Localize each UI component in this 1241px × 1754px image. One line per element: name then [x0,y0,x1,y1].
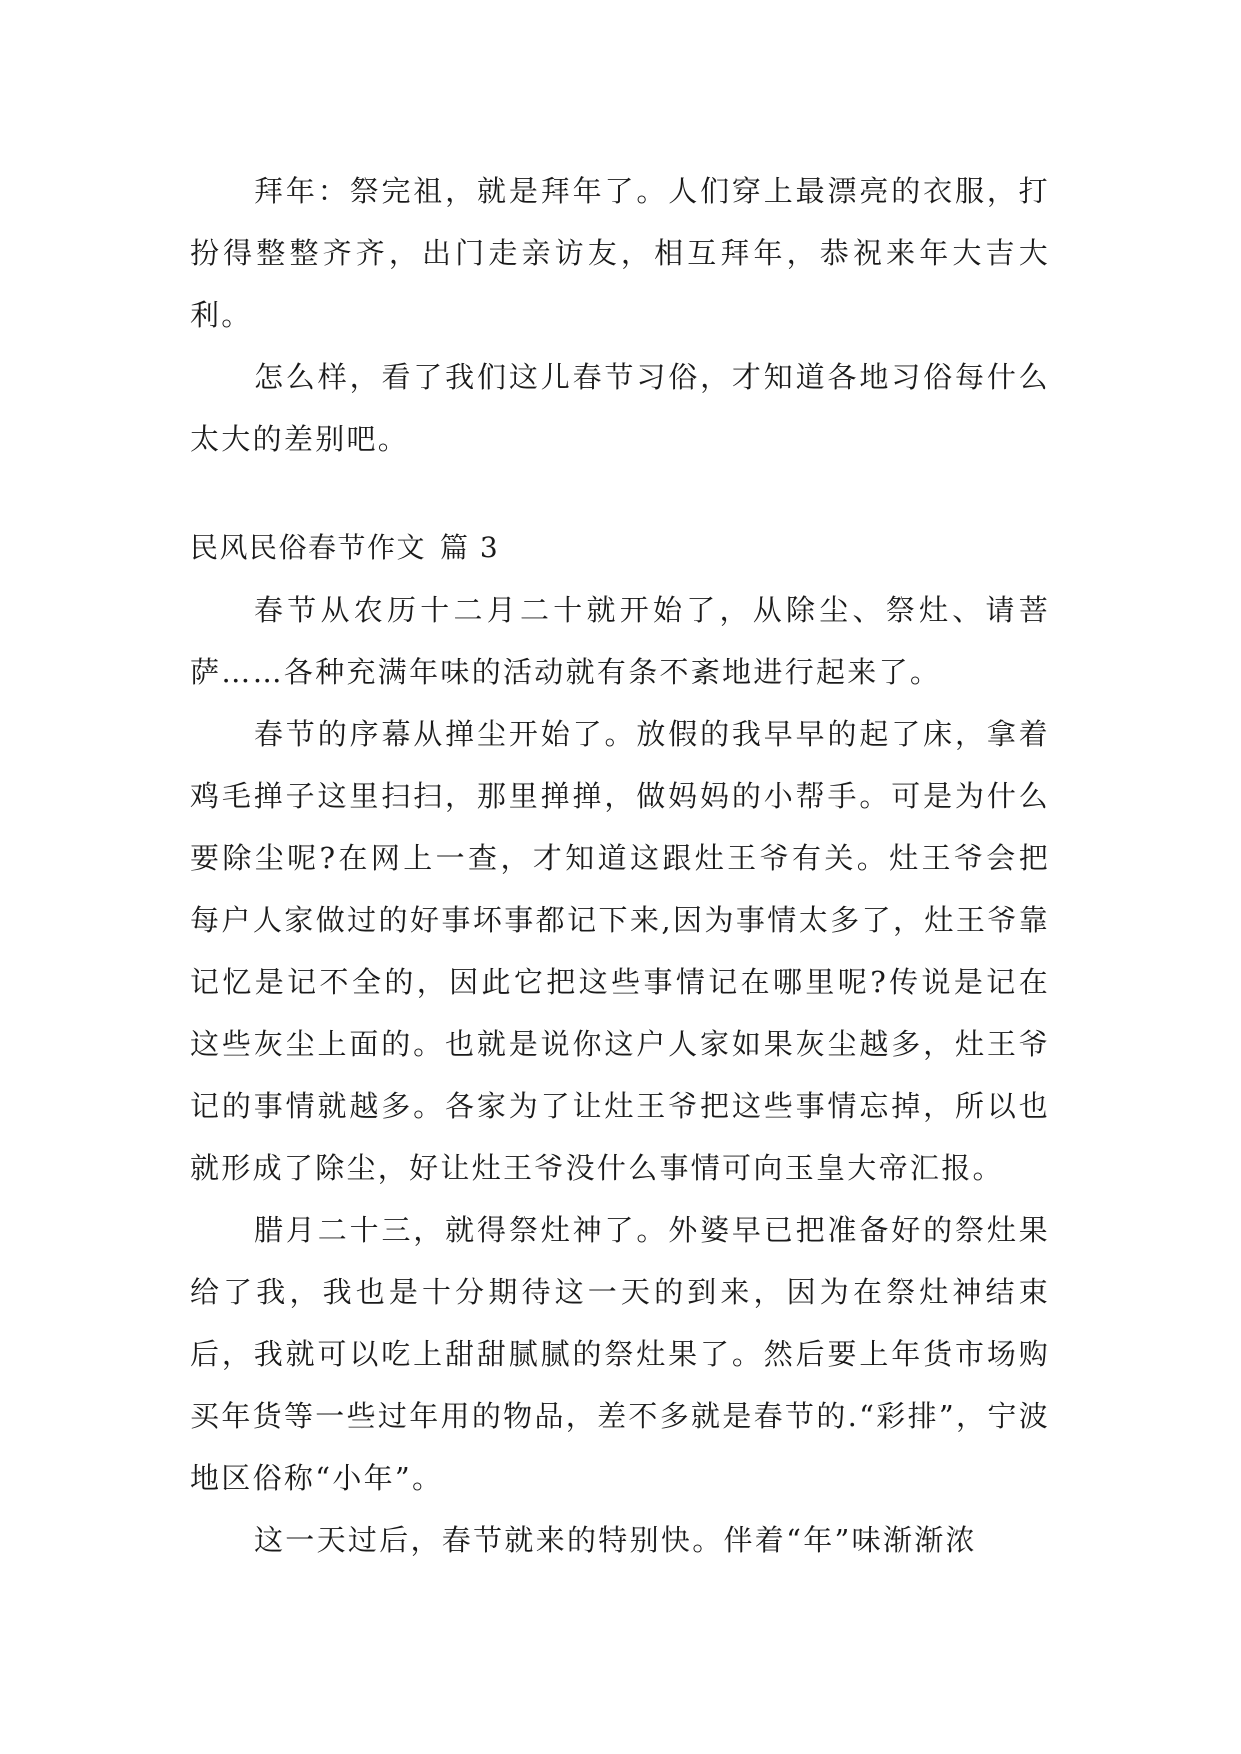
section-heading-title: 民风民俗春节作文 [190,531,427,564]
paragraph-customs-comparison: 怎么样，看了我们这儿春节习俗，才知道各地习俗每什么太大的差别吧。 [190,360,1050,456]
section-heading [190,517,1050,579]
document-body [190,160,1050,1571]
paragraph-new-year-visits: 拜年：祭完祖，就是拜年了。人们穿上最漂亮的衣服，打扮得整整齐齐，出门走亲访友，相互拜年，恭祝来年大吉大利。 [190,174,1050,332]
paragraph-kitchen-god-offering: 腊月二十三，就得祭灶神了。外婆早已把准备好的祭灶果给了我，我也是十分期待这一天的到来，因为在祭灶神结束后，我就可以吃上甜甜腻腻的祭灶果了。然后要上年货市场购买年货等一些过年用的物品，差不多就是春节的.“彩排”，宁波地区俗称“小年”。 [190,1213,1050,1495]
paragraph-spring-festival-start: 春节从农历十二月二十就开始了，从除尘、祭灶、请菩萨……各种充满年味的活动就有条不紊地进行起来了。 [190,593,1050,689]
paragraph-dust-cleaning: 春节的序幕从掸尘开始了。放假的我早早的起了床，拿着鸡毛掸子这里扫扫，那里掸掸，做妈妈的小帮手。可是为什么要除尘呢?在网上一查，才知道这跟灶王爷有关。灶王爷会把每户人家做过的好事坏事都记下来,因为事情太多了，灶王爷靠记忆是记不全的，因此它把这些事情记在哪里呢?传说是记在这些灰尘上面的。也就是说你这户人家如果灰尘越多，灶王爷记的事情就越多。各家为了让灶王爷把这些事情忘掉，所以也就形成了除尘，好让灶王爷没什么事情可向玉皇大帝汇报。 [190,717,1050,1185]
paragraph-festival-approach: 这一天过后，春节就来的特别快。伴着“年”味渐渐浓 [254,1523,977,1557]
section-heading-label: 篇 3 [440,531,500,564]
